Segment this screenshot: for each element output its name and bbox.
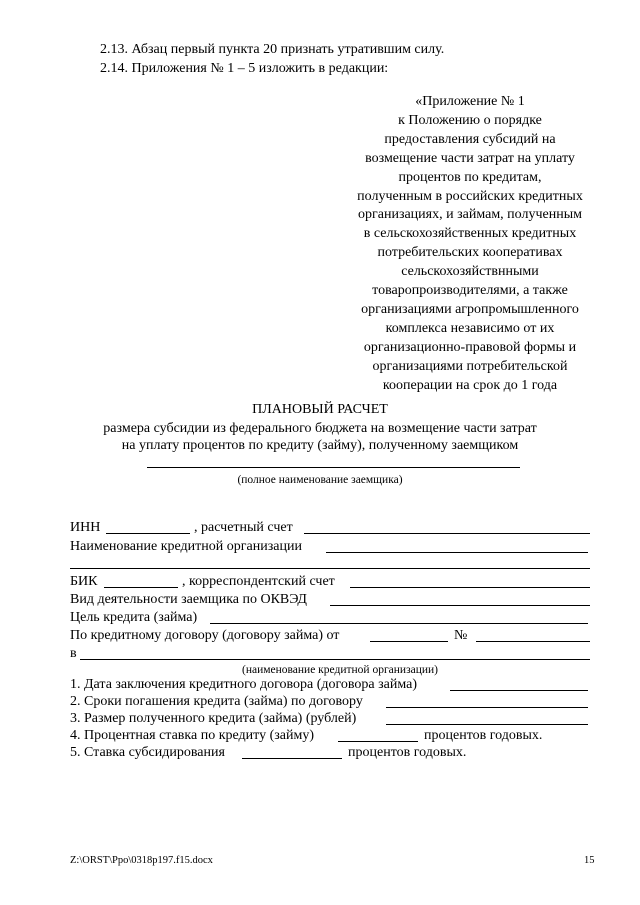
appendix-line: предоставления субсидий на <box>384 131 556 147</box>
account-label: , расчетный счет <box>194 520 293 535</box>
appendix-line: товаропроизводителями, а также <box>372 283 568 299</box>
borrower-name-caption: (полное наименование заемщика) <box>237 474 403 486</box>
appendix-line: комплекса независимо от их <box>385 320 555 336</box>
item-5-label: 5. Ставка субсидирования <box>70 745 225 760</box>
appendix-line: организациями агропромышленного <box>361 301 579 317</box>
appendix-line: потребительских кооперативах <box>377 245 563 261</box>
paragraph-2-13: 2.13. Абзац первый пункта 20 признать утратившим силу. <box>100 42 445 57</box>
in-prefix: в <box>70 646 77 661</box>
item-5-suffix: процентов годовых. <box>348 745 467 760</box>
appendix-line: процентов по кредитам, <box>398 169 542 185</box>
item-1-field[interactable] <box>450 690 588 691</box>
appendix-line: сельскохозяйствнными <box>401 264 539 280</box>
footer-file-path: Z:\ORST\Ppo\0318p197.f15.docx <box>70 855 213 866</box>
item-1-label: 1. Дата заключения кредитного договора (договора займа) <box>70 677 418 692</box>
title-line-2: на уплату процентов по кредиту (займу), полученному заемщиком <box>121 438 519 453</box>
item-5-field[interactable] <box>242 758 342 759</box>
inn-label: ИНН <box>70 520 101 535</box>
inn-field[interactable] <box>106 533 190 534</box>
okved-label: Вид деятельности заемщика по ОКВЭД <box>70 592 307 607</box>
appendix-line: в сельскохозяйственных кредитных <box>363 226 577 242</box>
appendix-header <box>338 93 602 396</box>
agreement-label: По кредитному договору (договору займа) от <box>70 628 340 643</box>
number-sign: № <box>454 628 468 643</box>
appendix-line: кооперации на срок до 1 года <box>382 377 558 393</box>
credit-org-label: Наименование кредитной организации <box>70 539 302 554</box>
credit-org-field-cont[interactable] <box>70 568 590 569</box>
title-line-1: размера субсидии из федерального бюджета на возмещение части затрат <box>103 421 537 436</box>
item-4-field[interactable] <box>338 741 418 742</box>
borrower-name-field[interactable] <box>147 467 520 468</box>
appendix-line: организациями потребительской <box>372 358 568 374</box>
credit-org-name-field[interactable] <box>80 659 590 660</box>
credit-org-field[interactable] <box>326 552 588 553</box>
page-number: 15 <box>584 855 595 866</box>
document-title: ПЛАНОВЫЙ РАСЧЕТ <box>252 402 388 417</box>
credit-org-caption: (наименование кредитной организации) <box>241 664 439 676</box>
corr-account-field[interactable] <box>350 587 590 588</box>
appendix-line: возмещение части затрат на уплату <box>365 150 575 166</box>
purpose-field[interactable] <box>210 623 588 624</box>
item-3-label: 3. Размер полученного кредита (займа) (рублей) <box>70 711 357 726</box>
agreement-number-field[interactable] <box>476 641 590 642</box>
item-2-label: 2. Сроки погашения кредита (займа) по договору <box>70 694 363 709</box>
bik-field[interactable] <box>104 587 178 588</box>
appendix-line: к Положению о порядке <box>398 112 542 128</box>
item-2-field[interactable] <box>386 707 588 708</box>
paragraph-2-14: 2.14. Приложения № 1 – 5 изложить в редакции: <box>100 61 389 76</box>
item-3-field[interactable] <box>386 724 588 725</box>
corr-account-label: , корреспондентский счет <box>182 574 335 589</box>
bik-label: БИК <box>70 574 98 589</box>
okved-field[interactable] <box>330 605 590 606</box>
agreement-date-field[interactable] <box>370 641 448 642</box>
appendix-line: организационно-правовой формы и <box>363 339 577 355</box>
appendix-line: организациях, и займам, полученным <box>358 207 582 223</box>
item-4-suffix: процентов годовых. <box>424 728 543 743</box>
purpose-label: Цель кредита (займа) <box>70 610 198 625</box>
appendix-line: полученным в российских кредитных <box>357 188 583 204</box>
appendix-line: «Приложение № 1 <box>415 94 525 109</box>
account-field[interactable] <box>304 533 590 534</box>
item-4-label: 4. Процентная ставка по кредиту (займу) <box>70 728 314 743</box>
